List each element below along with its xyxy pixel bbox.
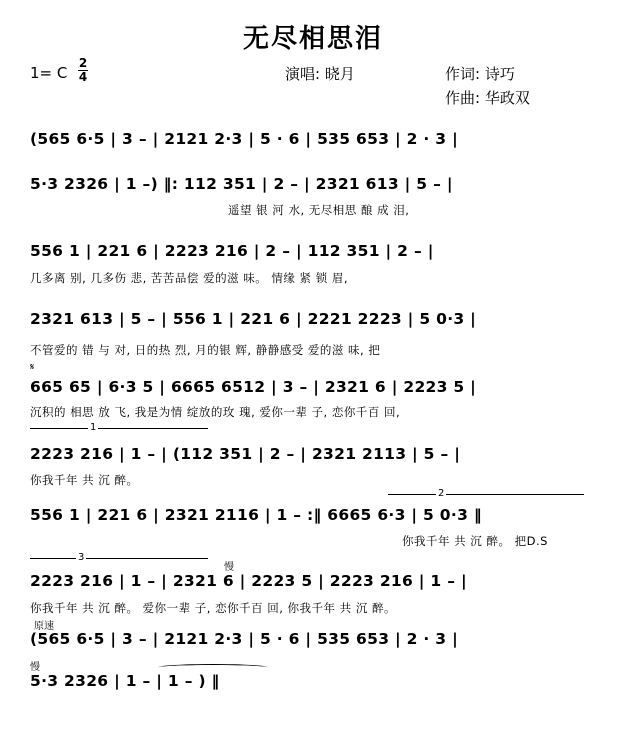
- score-row-4: 2321 613 | 5 – | 556 1 | 221 6 | 2221 2223 | 5 0·3 |: [30, 310, 477, 328]
- score-row-2: 5·3 2326 | 1 –) ‖: 112 351 | 2 – | 2321 613 | 5 – |: [30, 175, 453, 193]
- score-row-3: 556 1 | 221 6 | 2223 216 | 2 – | 112 351 | 2 – |: [30, 242, 434, 260]
- time-signature-top: 2: [78, 56, 88, 70]
- key-signature: 1= C: [30, 64, 68, 82]
- score-row-5: 665 65 | 6·3 5 | 6665 6512 | 3 – | 2321 6 | 2223 5 |: [30, 378, 477, 396]
- composer-credit: 作曲: 华政双: [445, 89, 530, 107]
- score-row-10: 5·3 2326 | 1 – | 1 – ) ‖: [30, 672, 220, 690]
- song-title: 无尽相思泪: [242, 24, 383, 54]
- volta-2-bracket: [388, 494, 584, 495]
- time-signature: [78, 58, 88, 83]
- score-row-1: (565 6·5 | 3 – | 2121 2·3 | 5 · 6 | 535 653 | 2 · 3 |: [30, 130, 459, 148]
- lyrics-row-4: 不管爱的 错 与 对, 日的热 烈, 月的银 辉, 静静感受 爱的滋 味, 把: [30, 343, 381, 357]
- score-row-7: 556 1 | 221 6 | 2321 2116 | 1 – :‖ 6665 6·3 | 5 0·3 ‖: [30, 506, 482, 524]
- volta-3-bracket: [30, 558, 208, 559]
- volta-2-label: 2: [438, 488, 445, 499]
- score-row-6: 2223 216 | 1 – | (112 351 | 2 – | 2321 2113 | 5 – |: [30, 445, 461, 463]
- lyrics-row-2: 遥望 银 河 水, 无尽相思 酿 成 泪,: [228, 203, 410, 217]
- lyrics-row-8: 你我千年 共 沉 醉。 爱你一辈 子, 恋你千百 回, 你我千年 共 沉 醉。: [30, 601, 397, 615]
- score-row-8: 2223 216 | 1 – | 2321 6 | 2223 5 | 2223 216 | 1 – |: [30, 572, 467, 590]
- lyrics-row-6: 你我千年 共 沉 醉。: [30, 473, 139, 487]
- tempo-slow-2: 慢: [30, 662, 40, 673]
- singer-credit: 演唱: 晓月: [285, 65, 355, 83]
- volta-1-bracket: [30, 428, 208, 429]
- tempo-original: 原速: [34, 621, 54, 632]
- score-row-9: (565 6·5 | 3 – | 2121 2·3 | 5 · 6 | 535 653 | 2 · 3 |: [30, 630, 459, 648]
- volta-1-label: 1: [90, 422, 97, 433]
- time-signature-bottom: 4: [78, 70, 88, 84]
- volta-3-label: 3: [78, 552, 85, 563]
- segno-mark: 𝄋: [30, 362, 35, 373]
- final-tie: [158, 664, 268, 671]
- lyrics-row-7: 你我千年 共 沉 醉。 把D.S: [402, 534, 548, 548]
- lyricist-credit: 作词: 诗巧: [445, 65, 515, 83]
- tempo-slow-1: 慢: [224, 562, 234, 573]
- lyrics-row-3: 几多离 别, 几多伤 悲, 苦苦品偿 爱的滋 味。 情缘 紧 锁 眉,: [30, 271, 349, 285]
- lyrics-row-5: 沉积的 相思 放 飞, 我是为情 绽放的玫 瑰, 爱你一辈 子, 恋你千百 回,: [30, 405, 401, 419]
